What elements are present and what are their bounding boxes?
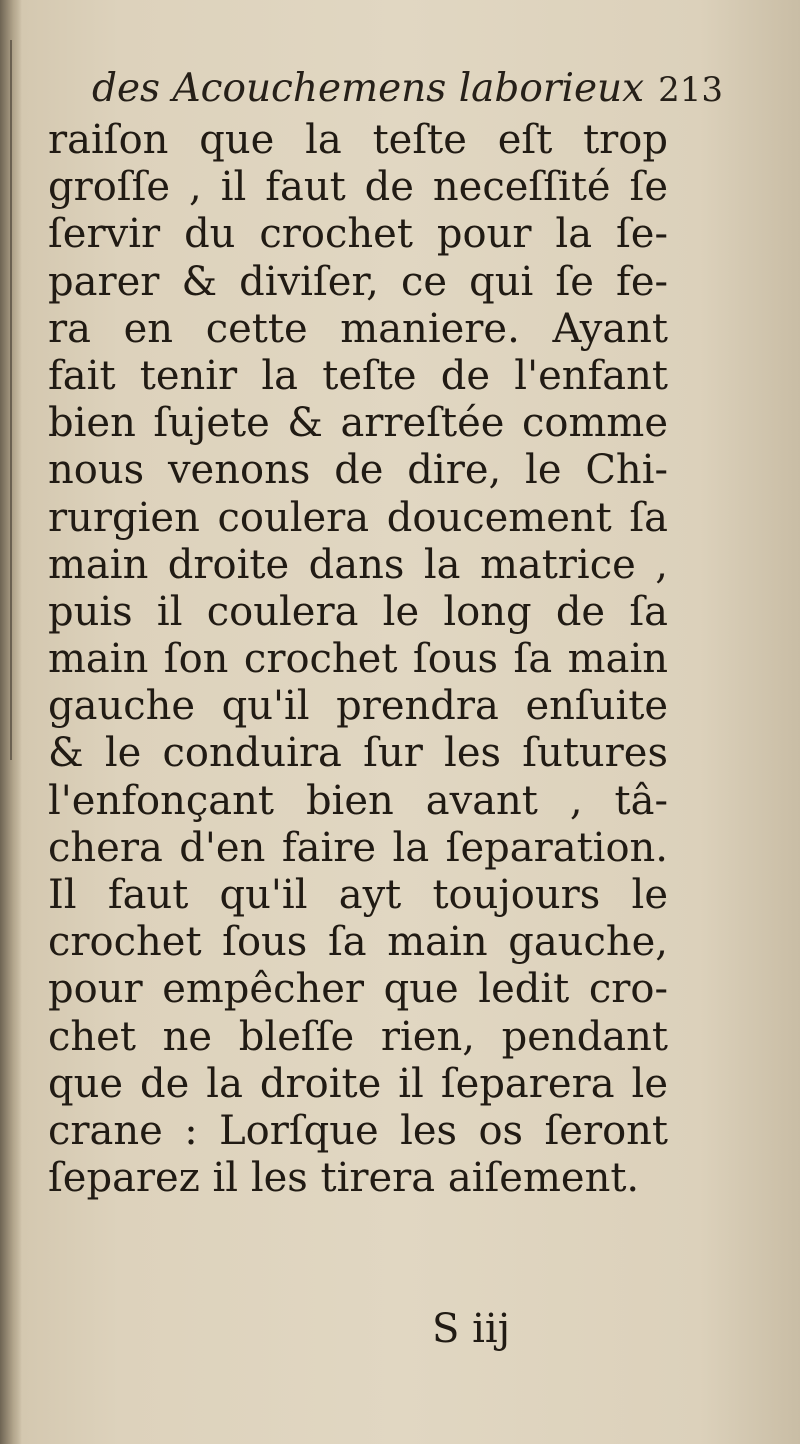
text-line: rurgien coulera doucement ſa bbox=[48, 494, 668, 541]
text-line: raiſon que la teſte eſt trop bbox=[48, 117, 668, 163]
text-line: chera d'en faire la ſeparation. bbox=[48, 824, 668, 871]
running-head bbox=[92, 64, 724, 114]
text-line: pour empêcher que ledit cro- bbox=[48, 966, 668, 1013]
page-gutter bbox=[0, 0, 22, 1444]
binding-edge bbox=[10, 40, 12, 760]
text-line: crochet ſous ſa main gauche, bbox=[48, 919, 668, 966]
page-number: 213 bbox=[658, 70, 724, 110]
text-line: que de la droite il ſeparera le bbox=[48, 1060, 668, 1107]
text-line: crane : Lorſque les os ſeront bbox=[48, 1107, 668, 1154]
text-line: nous venons de dire, le Chi- bbox=[48, 447, 668, 494]
signature-mark: S iij bbox=[432, 1306, 511, 1352]
text-line: l'enfonçant bien avant , tâ- bbox=[48, 777, 668, 824]
text-line: puis il coulera le long de ſa bbox=[48, 588, 668, 635]
text-line: Il faut qu'il ayt toujours le bbox=[48, 872, 668, 918]
text-line: ra en cette maniere. Ayant bbox=[48, 305, 668, 352]
text-line: main ſon crochet ſous ſa main bbox=[48, 636, 668, 683]
text-line: chet ne bleſſe rien, pendant bbox=[48, 1013, 668, 1060]
text-line: fait tenir la teſte de l'enfant bbox=[48, 352, 668, 399]
text-line: groſſe , il faut de neceſſité ſe bbox=[48, 164, 668, 211]
text-line: ſeparez il les tirera aiſement. bbox=[48, 1155, 640, 1202]
text-line: gauche qu'il prendra enſuite bbox=[48, 683, 668, 730]
text-line: & le conduira ſur les ſutures bbox=[48, 730, 668, 777]
running-head-title: des Acouchemens laborieux bbox=[92, 66, 645, 111]
text-line: ſervir du crochet pour la ſe- bbox=[48, 211, 668, 258]
text-line: parer & diviſer, ce qui ſe fe- bbox=[48, 258, 668, 305]
text-line: bien ſujete & arreſtée comme bbox=[48, 400, 668, 447]
body-text bbox=[48, 117, 668, 1202]
text-line: main droite dans la matrice , bbox=[48, 541, 668, 588]
